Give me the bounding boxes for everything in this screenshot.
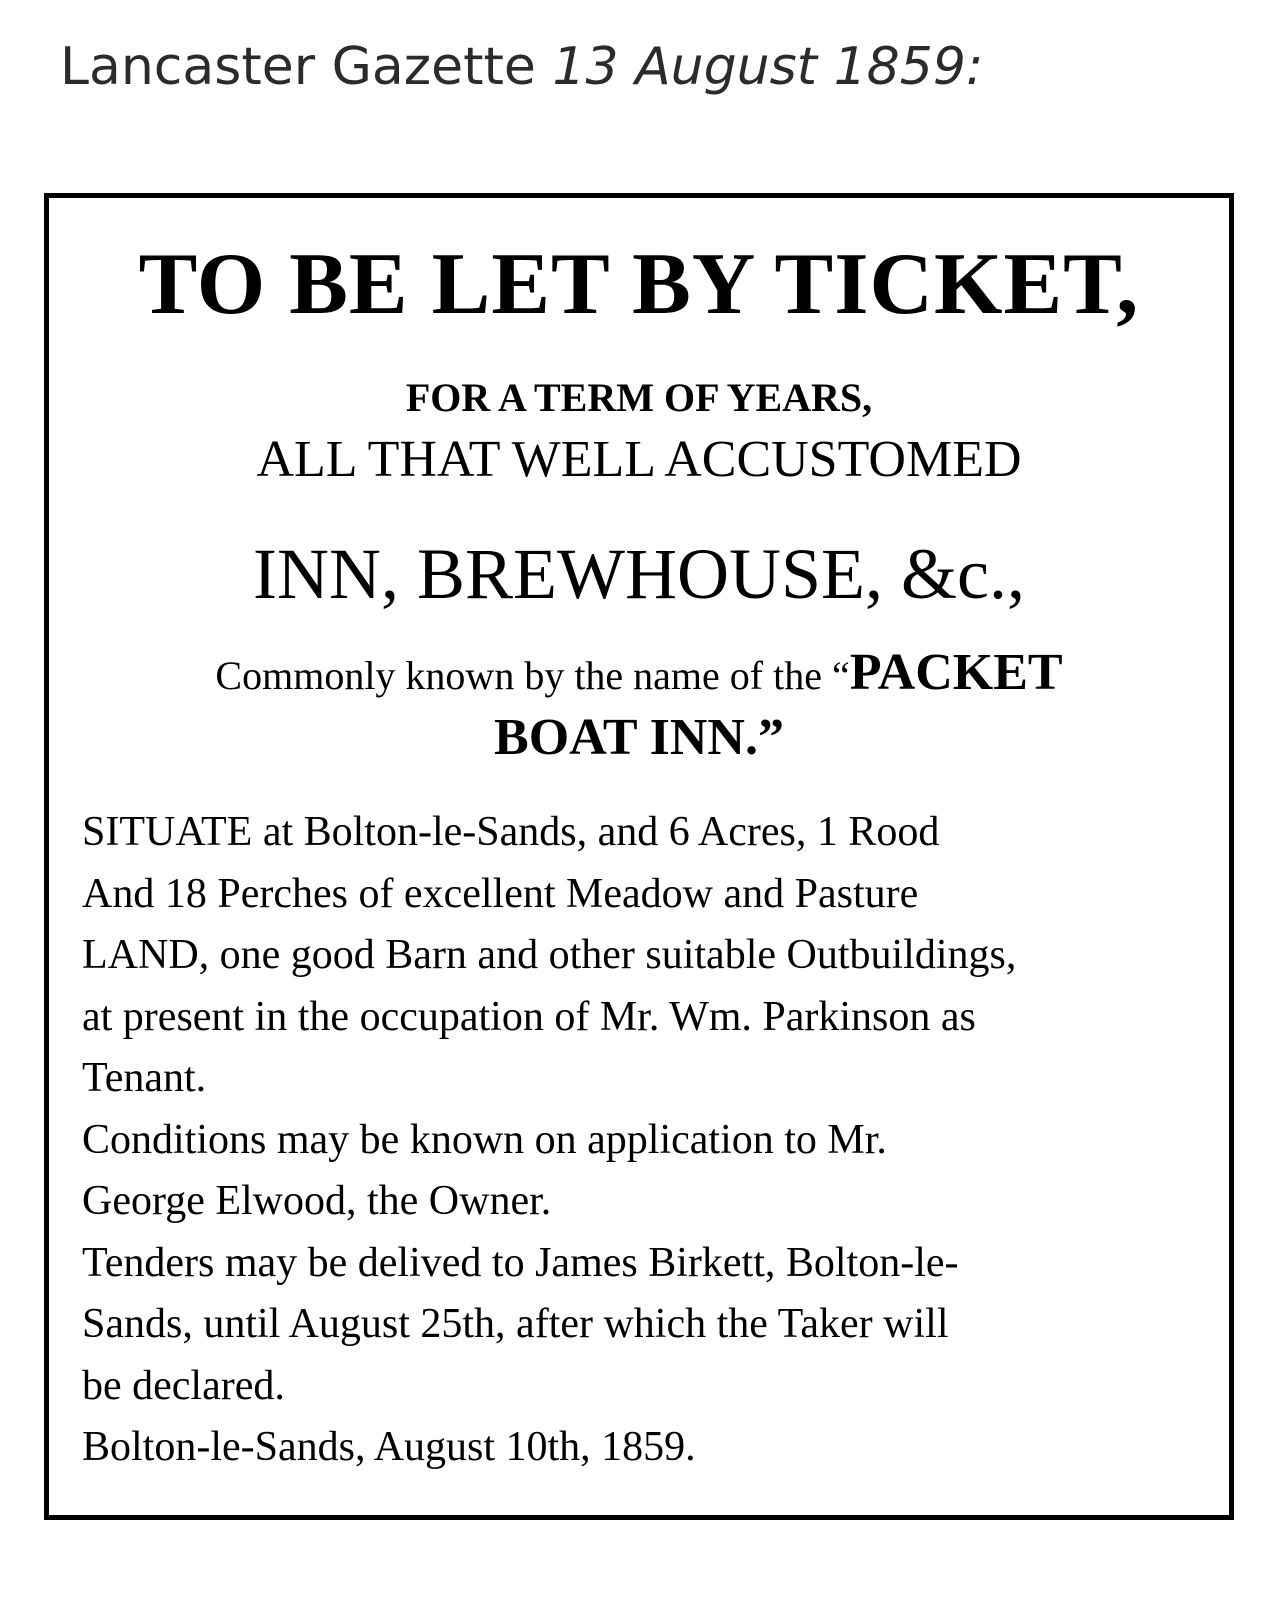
body-line: Conditions may be known on application to Mr. [82, 1116, 887, 1163]
body-line: And 18 Perches of excellent Meadow and Pasture [82, 870, 919, 917]
caption-date: 13 August 1859: [552, 37, 984, 97]
known-by-text: Commonly known by the name of the “ [215, 653, 850, 698]
notice-body [82, 802, 1202, 1479]
notice-headline: TO BE LET BY TICKET, [138, 236, 1140, 333]
notice-term: FOR A TERM OF YEARS, [405, 375, 873, 420]
body-line: LAND, one good Barn and other suitable Outbuildings, [82, 932, 1017, 978]
inn-name-part2: BOAT INN.” [494, 709, 784, 766]
page-caption [60, 36, 983, 98]
body-line: Tenders may be delived to James Birkett, Bolton-le- [82, 1239, 959, 1286]
notice-property: INN, BREWHOUSE, &c., [253, 534, 1025, 614]
body-line: at present in the occupation of Mr. Wm. Parkinson as [82, 993, 976, 1040]
notice-known-by [49, 643, 1229, 702]
body-line: Sands, until August 25th, after which the Taker will [82, 1301, 949, 1347]
body-line: Bolton-le-Sands, August 10th, 1859. [82, 1424, 696, 1470]
body-line: be declared. [82, 1362, 285, 1409]
advertisement-notice [44, 193, 1234, 1520]
body-line: SITUATE at Bolton-le-Sands, and 6 Acres, 1 Rood [82, 809, 940, 855]
body-line: Tenant. [82, 1055, 207, 1101]
body-line: George Elwood, the Owner. [82, 1178, 552, 1224]
inn-name-part1: PACKET [849, 644, 1063, 701]
caption-source: Lancaster Gazette [60, 37, 536, 97]
notice-accustomed: ALL THAT WELL ACCUSTOMED [256, 431, 1022, 488]
